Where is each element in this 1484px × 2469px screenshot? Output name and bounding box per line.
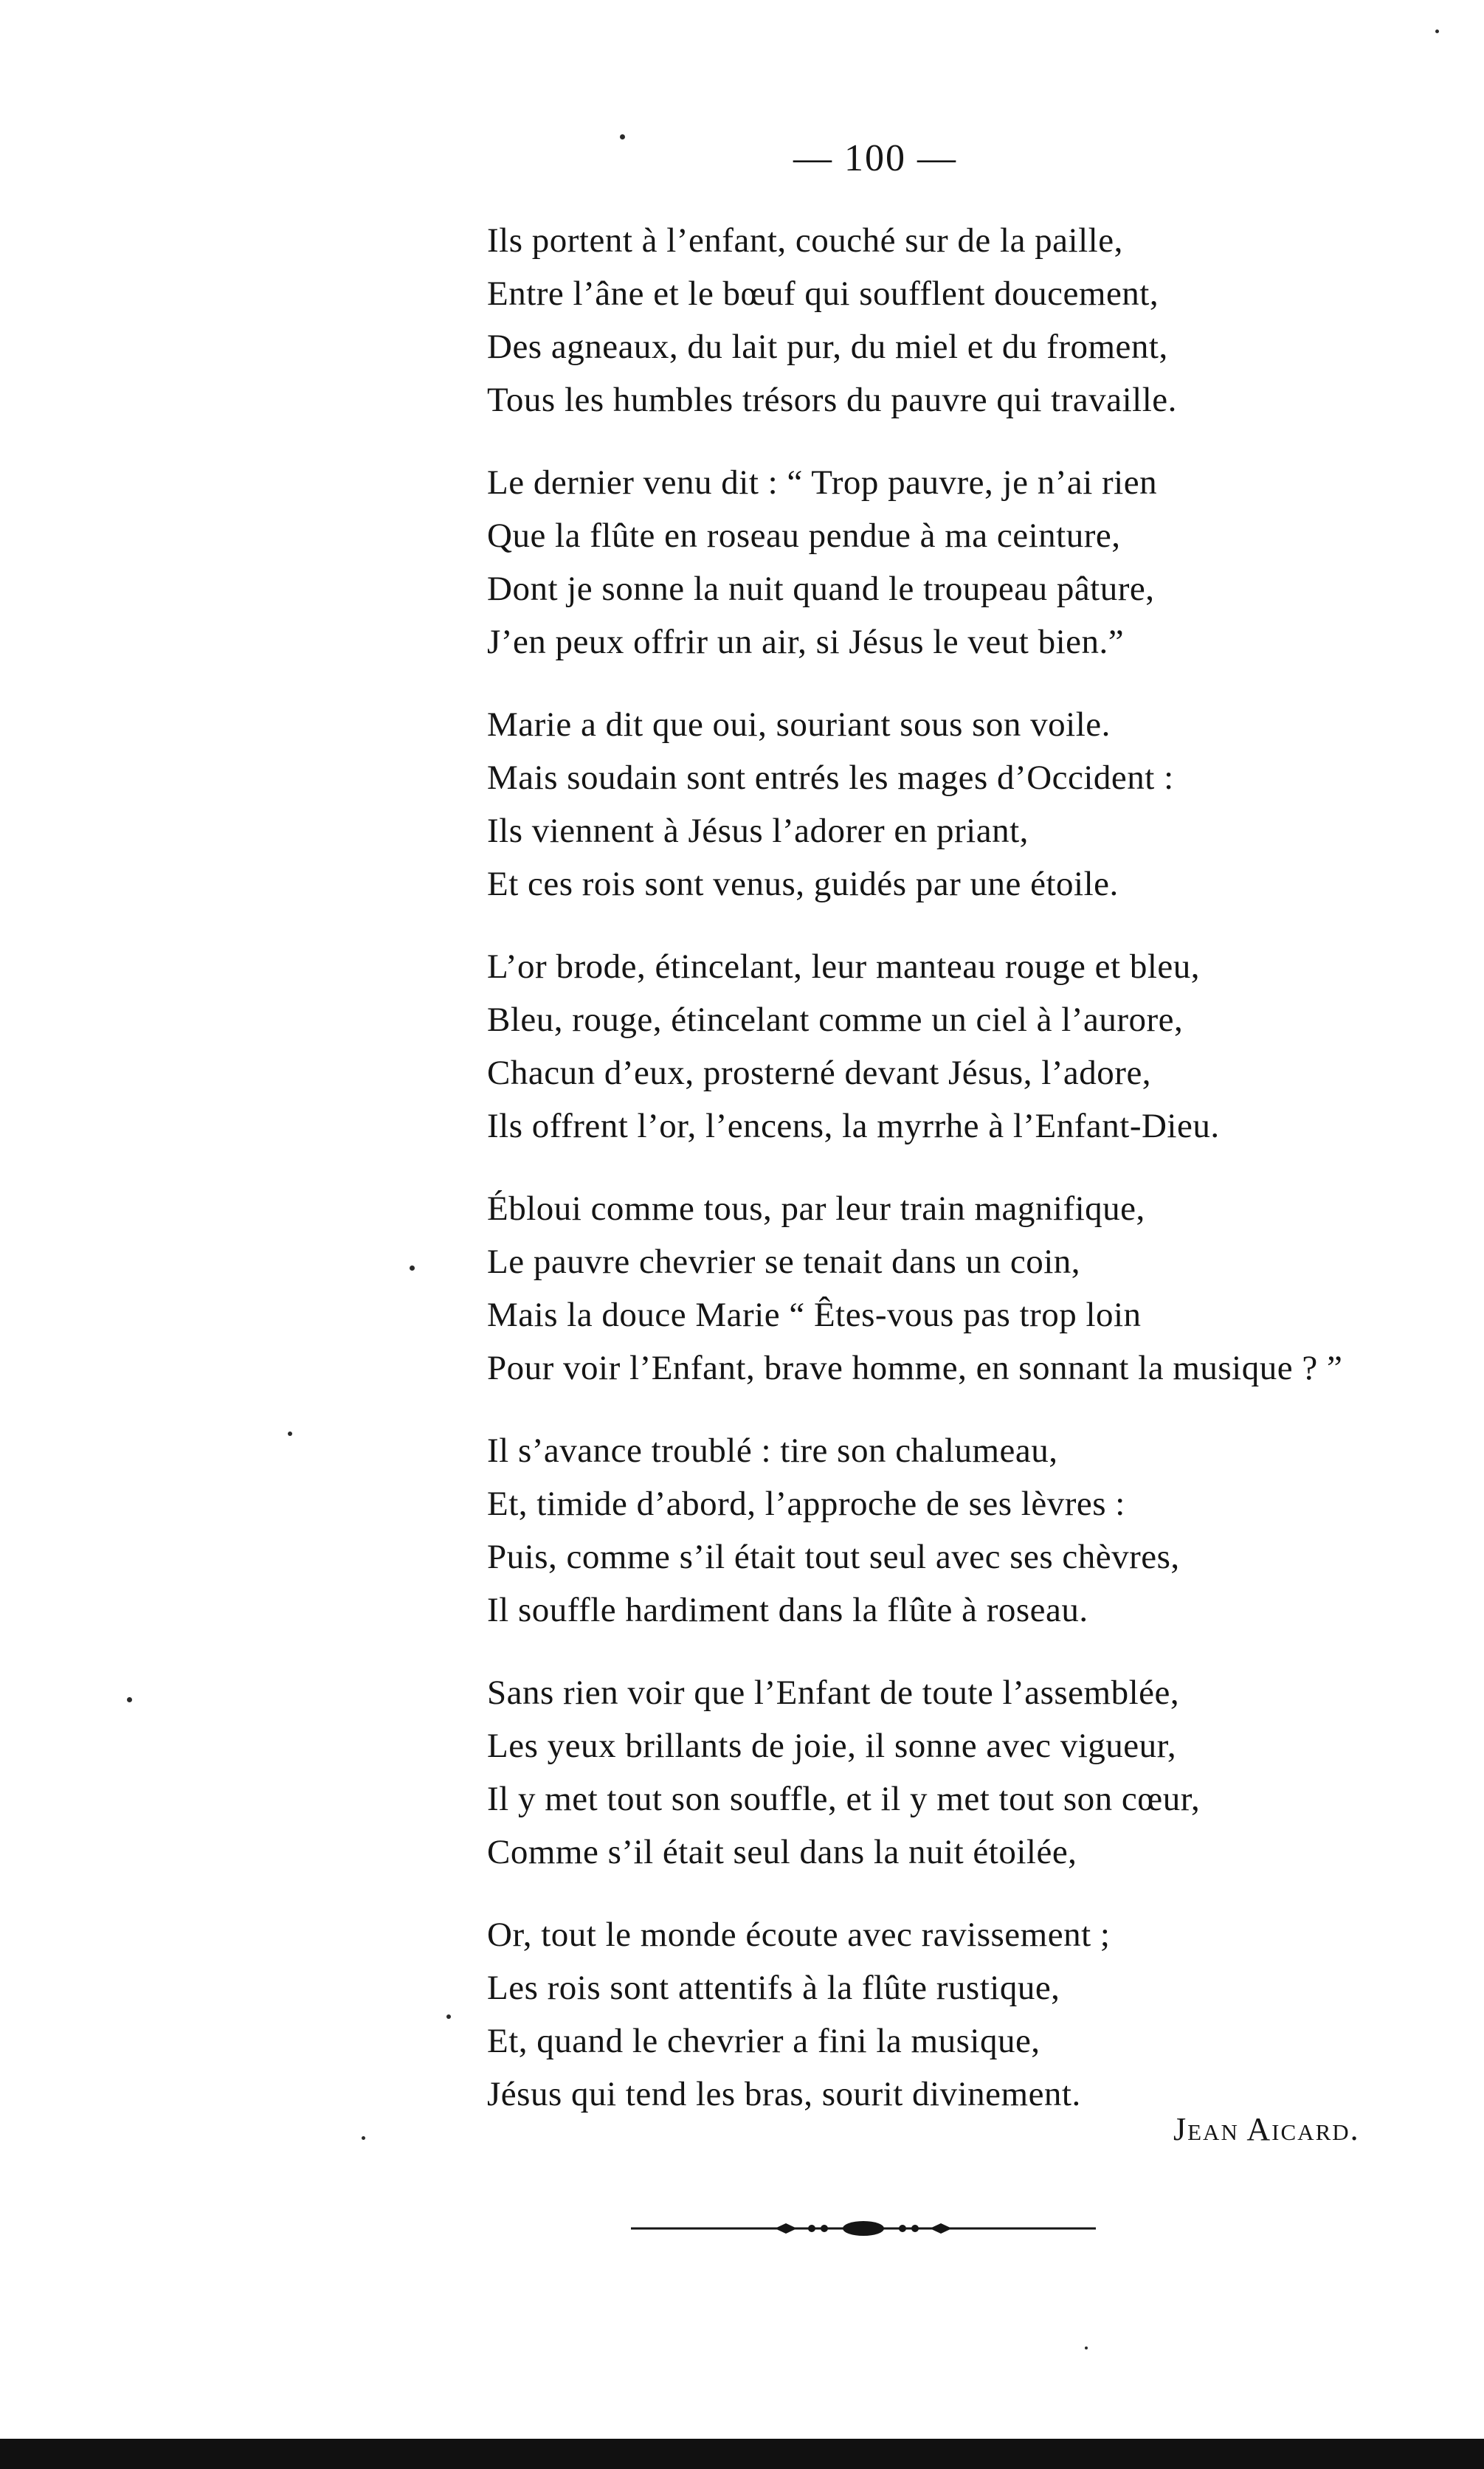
poem-line: Le dernier venu dit : “ Trop pauvre, je n’ai rien [487, 463, 1158, 502]
stanza [487, 698, 1469, 911]
poem-line: Et, quand le chevrier a fini la musique, [487, 2022, 1040, 2060]
poem-line: Dont je sonne la nuit quand le troupeau pâture, [487, 570, 1155, 608]
scan-speck [362, 2136, 365, 2140]
poem-line: Puis, comme s’il était tout seul avec ses chèvres, [487, 1538, 1180, 1576]
poem-line: Bleu, rouge, étincelant comme un ciel à l’aurore, [487, 1001, 1184, 1039]
poem-line: Pour voir l’Enfant, brave homme, en sonnant la musique ? ” [487, 1349, 1343, 1387]
stanza [487, 456, 1469, 669]
poem-line: Marie a dit que oui, souriant sous son voile. [487, 705, 1111, 744]
poem-line: Il y met tout son souffle, et il y met tout son cœur, [487, 1780, 1201, 1818]
poem-line: Ils portent à l’enfant, couché sur de la paille, [487, 221, 1123, 260]
poem-line: Que la flûte en roseau pendue à ma ceinture, [487, 517, 1121, 555]
poem-line: Sans rien voir que l’Enfant de toute l’assemblée, [487, 1674, 1180, 1712]
poem-line: Ébloui comme tous, par leur train magnifique, [487, 1189, 1145, 1228]
page-number: — 100 — [793, 137, 957, 179]
stanza [487, 1424, 1469, 1637]
poem-line: Jésus qui tend les bras, sourit divinement. [487, 2075, 1081, 2113]
poem-line: Ils viennent à Jésus l’adorer en priant, [487, 812, 1029, 850]
poem-line: Mais la douce Marie “ Êtes-vous pas trop loin [487, 1296, 1142, 1334]
poem-line: J’en peux offrir un air, si Jésus le veut bien.” [487, 623, 1125, 661]
poem-line: Ils offrent l’or, l’encens, la myrrhe à l’Enfant-Dieu. [487, 1107, 1220, 1145]
poem-line: Or, tout le monde écoute avec ravissement ; [487, 1916, 1111, 1954]
poem-line: L’or brode, étincelant, leur manteau rouge et bleu, [487, 947, 1201, 986]
poem-line: Les rois sont attentifs à la flûte rustique, [487, 1969, 1060, 2007]
poem-line: Et, timide d’abord, l’approche de ses lèvres : [487, 1485, 1125, 1523]
poem-line: Comme s’il était seul dans la nuit étoilée, [487, 1833, 1077, 1871]
poem [487, 214, 1469, 2150]
stanza [487, 214, 1469, 427]
scan-speck [410, 1265, 415, 1271]
stanza [487, 1182, 1469, 1395]
author-signature: Jean Aicard. [1173, 2111, 1360, 2147]
poem-line: Des agneaux, du lait pur, du miel et du froment, [487, 328, 1168, 366]
scan-speck [1085, 2347, 1088, 2349]
scan-speck [1435, 30, 1439, 33]
scan-speck [127, 1697, 132, 1702]
stanza [487, 1666, 1469, 1879]
scan-border [0, 2439, 1484, 2469]
poem-line: Entre l’âne et le bœuf qui soufflent doucement, [487, 274, 1159, 313]
poem-line: Et ces rois sont venus, guidés par une étoile. [487, 865, 1119, 903]
poem-line: Tous les humbles trésors du pauvre qui travaille. [487, 381, 1177, 419]
poem-line: Le pauvre chevrier se tenait dans un coin, [487, 1243, 1081, 1281]
poem-line: Les yeux brillants de joie, il sonne avec vigueur, [487, 1727, 1177, 1765]
poem-line: Chacun d’eux, prosterné devant Jésus, l’adore, [487, 1054, 1152, 1092]
stanza [487, 1908, 1469, 2121]
poem-line: Mais soudain sont entrés les mages d’Occident : [487, 759, 1174, 797]
scan-speck [446, 2014, 451, 2019]
scan-speck [620, 134, 625, 139]
ornament-divider [631, 2217, 1096, 2240]
stanza [487, 940, 1469, 1153]
scan-speck [288, 1432, 292, 1436]
poem-line: Il s’avance troublé : tire son chalumeau, [487, 1432, 1058, 1470]
poem-line: Il souffle hardiment dans la flûte à roseau. [487, 1591, 1088, 1629]
